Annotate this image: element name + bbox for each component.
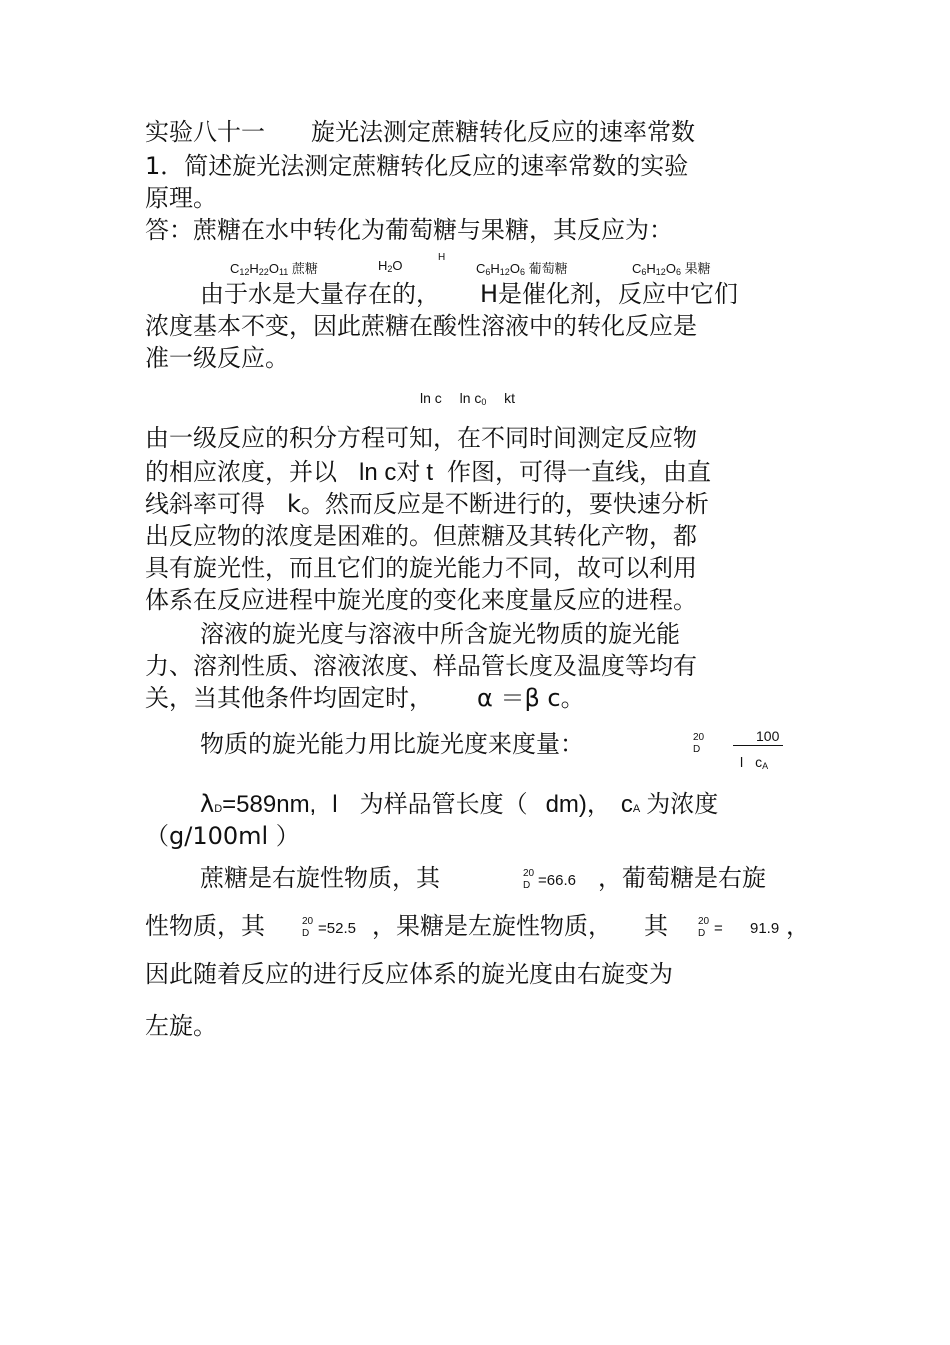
- para2-text-d: 线斜率可得: [145, 490, 265, 518]
- sucrose-name: 蔗糖: [291, 261, 318, 276]
- fructose-name: 果糖: [684, 261, 711, 276]
- reaction-water: $H_2O$: [378, 258, 403, 274]
- document-title: [145, 116, 695, 148]
- para3-line3: [145, 682, 585, 714]
- fraction-numerator: 100: [756, 728, 780, 744]
- fructose-rotation-eq: =: [714, 920, 723, 937]
- glucose-rotation: =52.5: [318, 920, 356, 937]
- para5-line4: 左旋。: [145, 1012, 217, 1040]
- para2-line1: 由一级反应的积分方程可知，在不同时间测定反应物: [145, 424, 697, 452]
- para5-sup1: 20: [523, 868, 535, 879]
- para5-line1b: ，葡萄糖是右旋: [598, 864, 766, 892]
- para2-text-c: 作图，可得一直线，由直: [447, 458, 712, 486]
- rate-equation: [420, 390, 515, 407]
- answer-intro: 答：蔗糖在水中转化为葡萄糖与果糖，其反应为：: [145, 216, 673, 244]
- lambda-symbol: λ: [200, 790, 215, 818]
- para1-text-a: 由于水是大量存在的，: [200, 280, 440, 308]
- reaction-fructose: $C_6H_{12}O_6$ 果糖: [632, 261, 711, 277]
- para5-sub2: D: [302, 928, 310, 939]
- para3-formula: α ＝β c。: [477, 684, 585, 712]
- question-1-line1: 1．简述旋光法测定蔗糖转化反应的速率常数的实验: [145, 152, 689, 180]
- para5-line2c: 其: [644, 912, 668, 940]
- c-sub: A: [632, 803, 641, 815]
- title-text: 旋光法测定蔗糖转化反应的速率常数: [311, 118, 695, 146]
- para1-line1: [200, 278, 738, 310]
- l-symbol: l: [332, 791, 338, 818]
- sucrose-rotation: =66.6: [538, 872, 576, 889]
- glucose-name: 葡萄糖: [528, 261, 568, 276]
- para5-line3: 因此随着反应的进行反应体系的旋光度由右旋变为: [145, 960, 673, 988]
- specific-rotation-text: 物质的旋光能力用比旋光度来度量：: [200, 730, 584, 758]
- denominator-c: c: [755, 754, 763, 770]
- para5-sub3: D: [698, 928, 706, 939]
- para2-line4: 出反应物的浓度是困难的。但蔗糖及其转化产物，都: [145, 522, 697, 550]
- c-text: 为浓度: [646, 790, 719, 818]
- l-text: 为样品管长度（: [359, 790, 528, 818]
- para1-text-b: H是催化剂，反应中它们: [480, 280, 739, 308]
- para5-sub1: D: [523, 880, 531, 891]
- denominator-sub: A: [762, 761, 769, 771]
- para2-line3: [145, 488, 709, 520]
- rate-lhs: ln c: [420, 390, 442, 406]
- para3-line2: 力、溶剂性质、溶液浓度、样品管长度及温度等均有: [145, 652, 697, 680]
- para2-line6: 体系在反应进程中旋光度的变化来度量反应的进程。: [145, 586, 697, 614]
- fraction-denominator: [740, 754, 768, 771]
- dm-unit: dm)，: [545, 791, 611, 818]
- rate-term1: ln c: [459, 390, 482, 406]
- reaction-glucose: $C_6H_{12}O_6$ 葡萄糖: [476, 261, 568, 277]
- specific-rotation-sub: D: [693, 744, 701, 755]
- para5-sup3: 20: [698, 916, 710, 927]
- para2-line5: 具有旋光性，而且它们的旋光能力不同，故可以利用: [145, 554, 697, 582]
- reaction-catalyst: H: [438, 252, 446, 263]
- para5-sup2: 20: [302, 916, 314, 927]
- para5-line1a: 蔗糖是右旋性物质，其: [200, 864, 440, 892]
- c-symbol: c: [620, 791, 633, 818]
- rate-term1-sub: 0: [481, 397, 487, 407]
- fructose-rotation: 91.9: [750, 920, 780, 937]
- para1-line2: 浓度基本不变，因此蔗糖在酸性溶液中的转化反应是: [145, 312, 697, 340]
- lambda-sub: D: [214, 803, 223, 815]
- para5-comma: ，: [786, 912, 810, 940]
- para2-t: t: [426, 459, 434, 486]
- title-number: 实验八十一: [145, 118, 265, 146]
- para5-line2b: ，果糖是左旋性物质，: [372, 912, 612, 940]
- lambda-value: =589nm,: [222, 791, 317, 818]
- para2-lnc: ln c: [359, 459, 397, 486]
- para2-text-b: 对: [396, 458, 421, 486]
- para2-text-a: 的相应浓度，并以: [145, 458, 337, 486]
- para2-text-e: k。然而反应是不断进行的，要快速分析: [287, 490, 709, 518]
- para1-line3: 准一级反应。: [145, 344, 289, 372]
- para5-line2a: 性物质，其: [145, 912, 265, 940]
- denominator-l: l: [740, 754, 744, 770]
- question-1-line2: 原理。: [145, 184, 217, 212]
- para2-line2: [145, 456, 711, 489]
- reaction-sucrose: $C_{12}H_{22}O_{11}$ 蔗糖: [230, 261, 318, 277]
- para3-text: 关，当其他条件均固定时，: [145, 684, 433, 712]
- para4-line2: （g/100ml ）: [145, 822, 300, 850]
- para3-line1: 溶液的旋光度与溶液中所含旋光物质的旋光能: [200, 620, 680, 648]
- specific-rotation-sup: 20: [693, 732, 705, 743]
- rate-term2: kt: [504, 390, 516, 406]
- fraction-bar: [733, 745, 783, 746]
